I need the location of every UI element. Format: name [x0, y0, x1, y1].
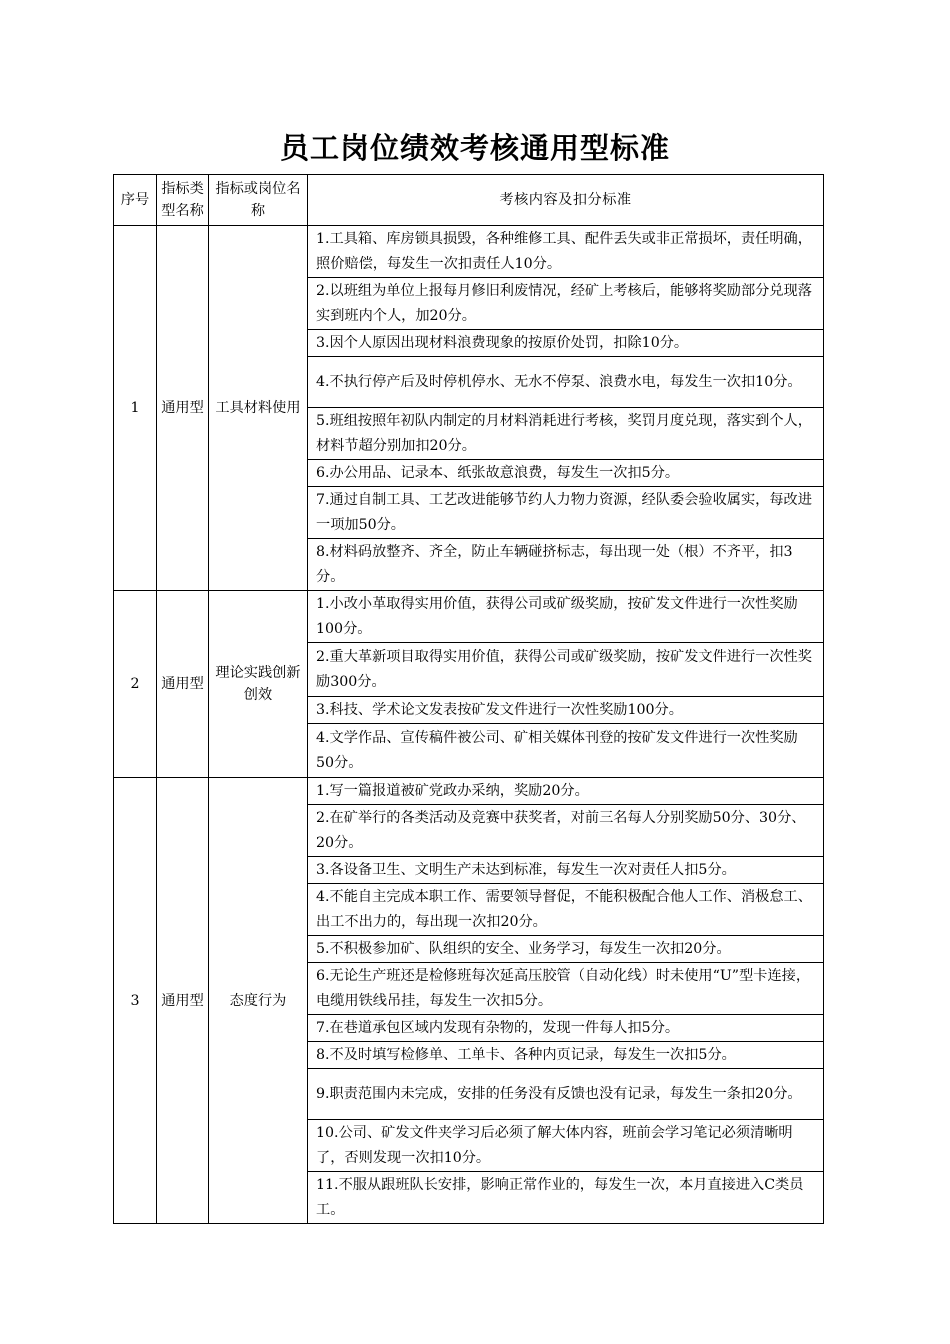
criteria-item: 10.公司、矿发文件夹学习后必须了解大体内容，班前会学习笔记必须清晰明了，否则发现一次扣10分。 — [308, 1120, 824, 1172]
criteria-item: 8.材料码放整齐、齐全，防止车辆碰挤标志，每出现一处（根）不齐平，扣3分。 — [308, 539, 824, 591]
assessment-table — [113, 174, 824, 1224]
criteria-item: 8.不及时填写检修单、工单卡、各种内页记录，每发生一次扣5分。 — [308, 1042, 824, 1069]
group-seq: 1 — [114, 226, 157, 591]
table-row — [114, 226, 824, 278]
group-name: 理论实践创新创效 — [209, 591, 308, 778]
criteria-item: 7.通过自制工具、工艺改进能够节约人力物力资源，经队委会验收属实，每改进一项加50分。 — [308, 487, 824, 539]
header-type: 指标类型名称 — [157, 175, 209, 226]
criteria-item: 4.不能自主完成本职工作、需要领导督促，不能积极配合他人工作、消极怠工、出工不出力的，每出现一次扣20分。 — [308, 884, 824, 936]
group-name: 态度行为 — [209, 778, 308, 1224]
criteria-item: 4.文学作品、宣传稿件被公司、矿相关媒体刊登的按矿发文件进行一次性奖励50分。 — [308, 724, 824, 778]
group-type: 通用型 — [157, 778, 209, 1224]
header-seq: 序号 — [114, 175, 157, 226]
criteria-item: 11.不服从跟班队长安排，影响正常作业的，每发生一次，本月直接进入C类员工。 — [308, 1172, 824, 1224]
criteria-item: 5.班组按照年初队内制定的月材料消耗进行考核，奖罚月度兑现，落实到个人，材料节超分别加扣20分。 — [308, 408, 824, 460]
header-name: 指标或岗位名称 — [209, 175, 308, 226]
group-type: 通用型 — [157, 226, 209, 591]
group-type: 通用型 — [157, 591, 209, 778]
header-row — [114, 175, 824, 226]
criteria-item: 3.科技、学术论文发表按矿发文件进行一次性奖励100分。 — [308, 697, 824, 724]
table-row — [114, 778, 824, 805]
document-title: 员工岗位绩效考核通用型标准 — [279, 131, 670, 165]
criteria-item: 2.以班组为单位上报每月修旧利废情况，经矿上考核后，能够将奖励部分兑现落实到班内个人，加20分。 — [308, 278, 824, 330]
group-name: 工具材料使用 — [209, 226, 308, 591]
criteria-item: 2.在矿举行的各类活动及竞赛中获奖者，对前三名每人分别奖励50分、30分、20分。 — [308, 805, 824, 857]
criteria-item: 4.不执行停产后及时停机停水、无水不停泵、浪费水电，每发生一次扣10分。 — [308, 357, 824, 408]
criteria-item: 3.各设备卫生、文明生产未达到标准，每发生一次对责任人扣5分。 — [308, 857, 824, 884]
table-row — [114, 591, 824, 643]
criteria-item: 9.职责范围内未完成，安排的任务没有反馈也没有记录，每发生一条扣20分。 — [308, 1069, 824, 1120]
criteria-item: 1.写一篇报道被矿党政办采纳，奖励20分。 — [308, 778, 824, 805]
criteria-item: 5.不积极参加矿、队组织的安全、业务学习，每发生一次扣20分。 — [308, 936, 824, 963]
header-content: 考核内容及扣分标准 — [308, 175, 824, 226]
criteria-item: 6.无论生产班还是检修班每次延高压胶管（自动化线）时未使用“U”型卡连接，电缆用铁线吊挂，每发生一次扣5分。 — [308, 963, 824, 1015]
criteria-item: 1.工具箱、库房锁具损毁，各种维修工具、配件丢失或非正常损坏，责任明确，照价赔偿，每发生一次扣责任人10分。 — [308, 226, 824, 278]
criteria-item: 1.小改小革取得实用价值，获得公司或矿级奖励，按矿发文件进行一次性奖励100分。 — [308, 591, 824, 643]
table-body — [114, 226, 824, 1224]
criteria-item: 3.因个人原因出现材料浪费现象的按原价处罚，扣除10分。 — [308, 330, 824, 357]
criteria-item: 6.办公用品、记录本、纸张故意浪费，每发生一次扣5分。 — [308, 460, 824, 487]
group-seq: 2 — [114, 591, 157, 778]
criteria-item: 2.重大革新项目取得实用价值，获得公司或矿级奖励，按矿发文件进行一次性奖励300分。 — [308, 643, 824, 697]
criteria-item: 7.在巷道承包区域内发现有杂物的，发现一件每人扣5分。 — [308, 1015, 824, 1042]
group-seq: 3 — [114, 778, 157, 1224]
